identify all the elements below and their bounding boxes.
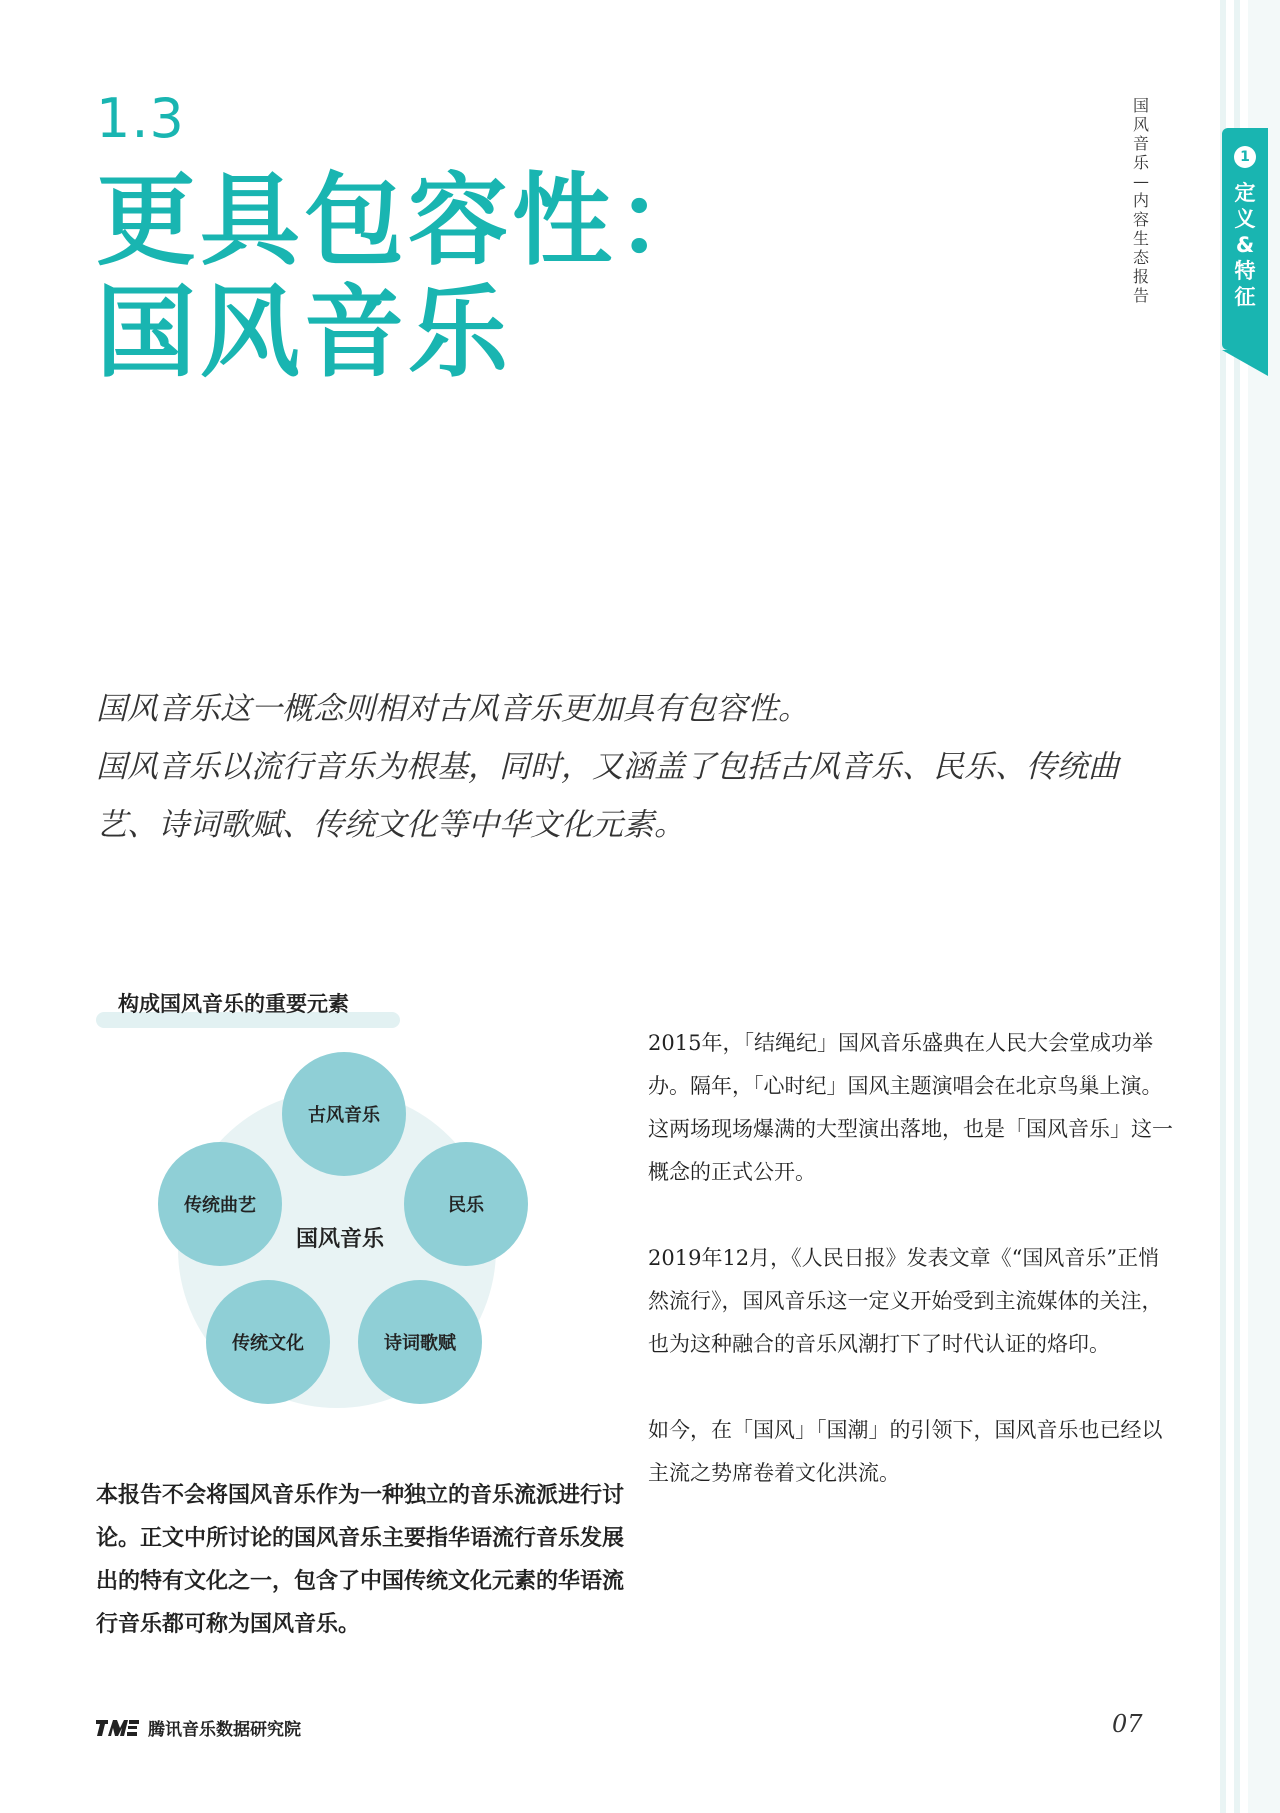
section-number: 1.3 xyxy=(96,87,185,150)
diagram-center-label: 国风音乐 xyxy=(295,1227,384,1252)
diagram-node: 古风音乐 xyxy=(282,1052,406,1176)
chapter-tab-label: 定义&特征 xyxy=(1234,181,1256,309)
scope-note-text: 本报告不会将国风音乐作为一种独立的音乐流派进行讨论。正文中所讨论的国风音乐主要指华语流行音乐发展出的特有文化之一，包含了中国传统文化元素的华语流行音乐都可称为国风音乐。 xyxy=(96,1483,625,1637)
diagram-node: 诗词歌赋 xyxy=(358,1280,482,1404)
chapter-tab[interactable] xyxy=(1222,128,1268,350)
page-number: 07 xyxy=(1112,1710,1143,1738)
diagram-node: 传统曲艺 xyxy=(158,1142,282,1266)
body-paragraph-1: 2015年，「结绳纪」国风音乐盛典在人民大会堂成功举办。隔年，「心时纪」国风主题演唱会在北京鸟巢上演。这两场现场爆满的大型演出落地，也是「国风音乐」这一概念的正式公开。 xyxy=(648,1031,1173,1184)
report-title-vertical: 国风音乐—内容生态报告 xyxy=(1132,96,1149,305)
scope-note xyxy=(96,1474,624,1646)
chapter-number-badge: 1 xyxy=(1234,146,1256,168)
body-paragraph-2: 2019年12月，《人民日报》发表文章《“国风音乐”正悄然流行》，国风音乐这一定义开始受到主流媒体的关注，也为这种融合的音乐风潮打下了时代认证的烙印。 xyxy=(648,1246,1163,1356)
intro-text xyxy=(96,680,1176,854)
footer-logo-text: 腾讯音乐数据研究院 xyxy=(148,1720,301,1740)
diagram-node: 传统文化 xyxy=(206,1280,330,1404)
elements-diagram xyxy=(140,1040,540,1420)
intro-line-1: 国风音乐这一概念则相对古风音乐更加具有包容性。 xyxy=(96,691,809,727)
intro-line-2: 国风音乐以流行音乐为根基，同时，又涵盖了包括古风音乐、民乐、传统曲艺、诗词歌赋、传统文化等中华文化元素。 xyxy=(96,749,1119,843)
body-text-column xyxy=(648,1022,1176,1538)
body-paragraph-3: 如今，在「国风」「国潮」的引领下，国风音乐也已经以主流之势席卷着文化洪流。 xyxy=(648,1418,1163,1485)
tme-logo-icon xyxy=(96,1716,140,1738)
page-title-line-1: 更具包容性： xyxy=(96,161,720,279)
page-title-line-2: 国风音乐 xyxy=(96,273,512,391)
diagram-title-text: 构成国风音乐的重要元素 xyxy=(118,992,349,1016)
diagram-title xyxy=(96,988,400,1028)
diagram-node: 民乐 xyxy=(404,1142,528,1266)
